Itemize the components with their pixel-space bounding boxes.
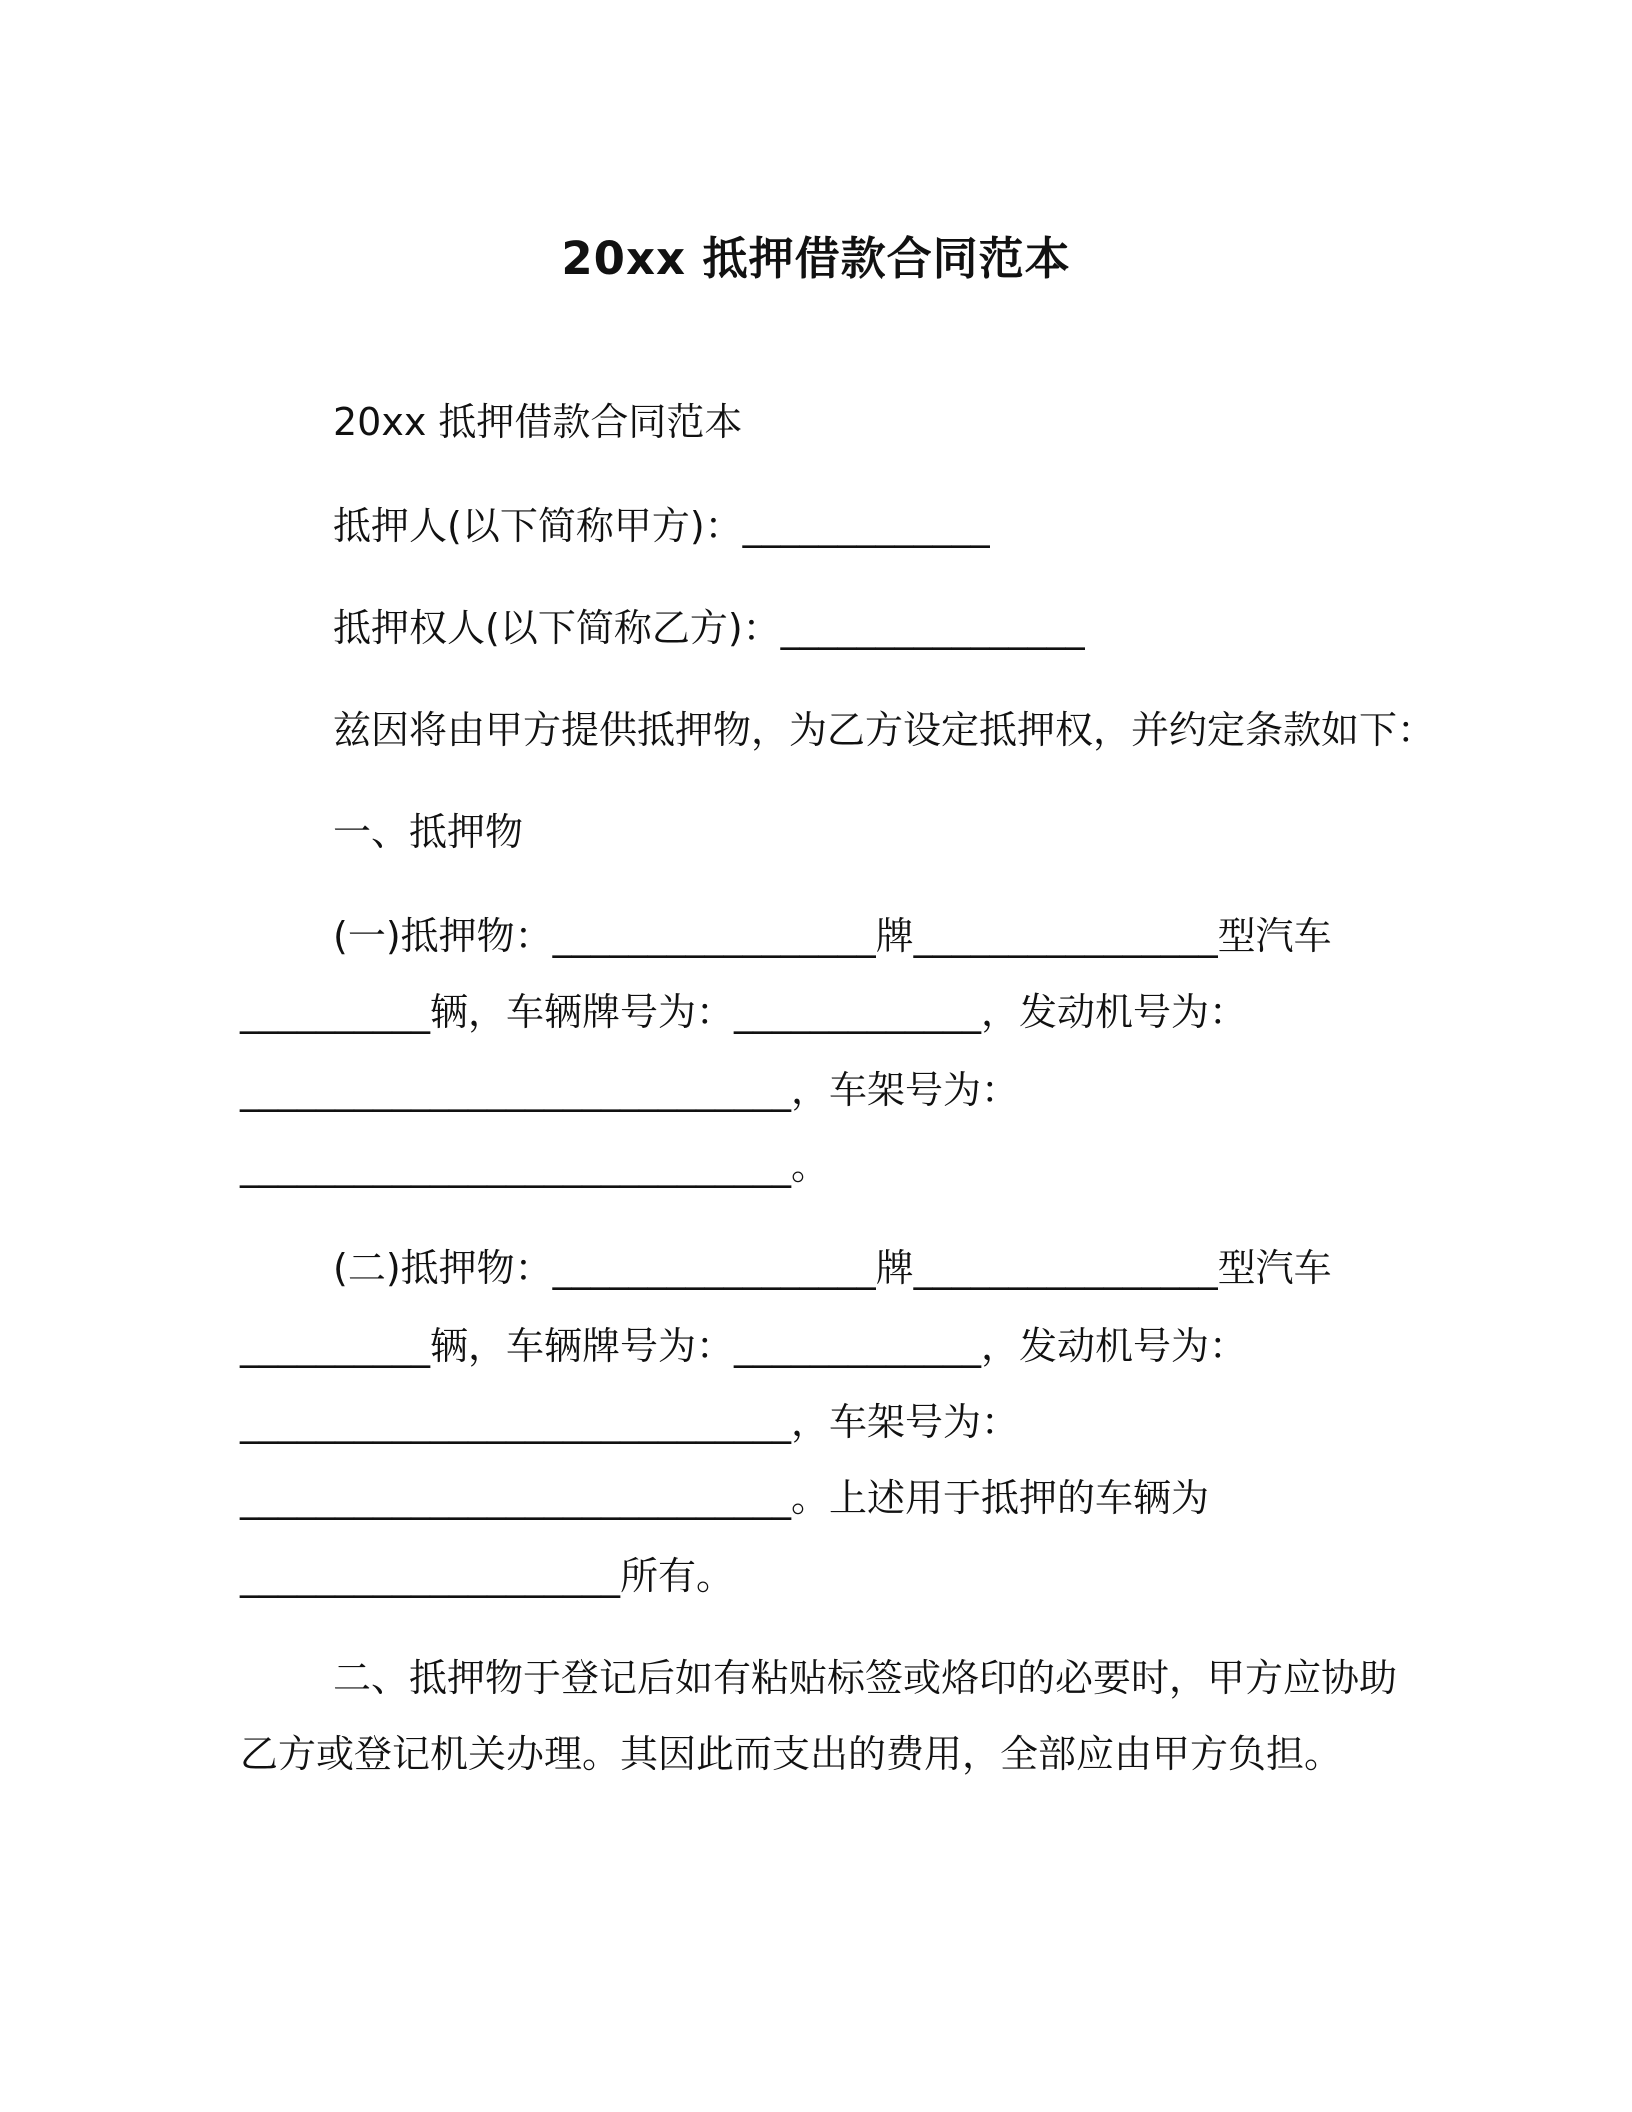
mortgagee-line: 抵押权人(以下简称乙方)：________________: [333, 606, 1085, 650]
item-1-line-4: _____________________________。: [240, 1144, 830, 1188]
item-2-line-4: _____________________________。上述用于抵押的车辆为: [240, 1476, 1210, 1520]
item-2-line-5: ____________________所有。: [240, 1554, 735, 1598]
item-1-line-1: (一)抵押物：_________________牌________________型汽车: [333, 914, 1332, 958]
item-2-line-2: __________辆，车辆牌号为：_____________，发动机号为：: [240, 1324, 1248, 1368]
clause-2-line-1: 二、抵押物于登记后如有粘贴标签或烙印的必要时，甲方应协助: [333, 1656, 1398, 1700]
item-2-line-1: (二)抵押物：_________________牌________________型汽车: [333, 1246, 1332, 1290]
item-1-line-3: _____________________________，车架号为：: [240, 1068, 1020, 1112]
item-2-line-3: _____________________________，车架号为：: [240, 1400, 1020, 1444]
preamble-line: 兹因将由甲方提供抵押物，为乙方设定抵押权，并约定条款如下：: [333, 708, 1436, 752]
item-1-line-2: __________辆，车辆牌号为：_____________，发动机号为：: [240, 990, 1248, 1034]
subtitle-line: 20xx 抵押借款合同范本: [333, 400, 743, 444]
document-title: 20xx 抵押借款合同范本: [561, 232, 1071, 285]
clause-2-line-2: 乙方或登记机关办理。其因此而支出的费用，全部应由甲方负担。: [240, 1732, 1343, 1776]
section-heading: 一、抵押物: [333, 810, 524, 854]
mortgagor-line: 抵押人(以下简称甲方)：_____________: [333, 504, 990, 548]
